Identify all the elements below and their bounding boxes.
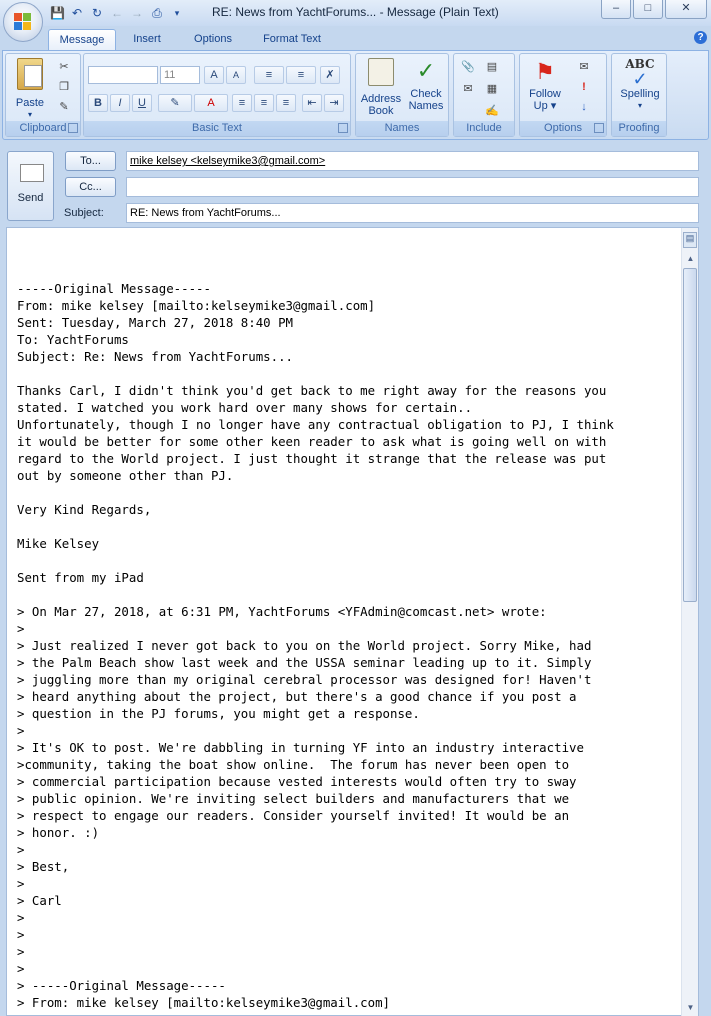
include-group: [453, 53, 515, 137]
title-bar: [0, 0, 711, 26]
clipboard-group: [5, 53, 81, 137]
scroll-thumb[interactable]: [683, 268, 697, 602]
proofing-group-label: Proofing: [612, 121, 666, 136]
paste-icon: [17, 58, 43, 90]
underline-button[interactable]: U: [132, 94, 152, 112]
grow-font-button[interactable]: A: [204, 66, 224, 84]
names-group: [355, 53, 449, 137]
cut-icon[interactable]: ✂: [59, 61, 69, 73]
scroll-down-arrow-icon[interactable]: ▼: [686, 1003, 695, 1012]
bold-button[interactable]: B: [88, 94, 108, 112]
signature-icon[interactable]: ✍: [485, 105, 499, 117]
flag-icon: ⚑: [535, 59, 555, 84]
spelling-icon: ABC: [625, 57, 655, 71]
check-names-icon: ✓: [416, 58, 436, 83]
message-body[interactable]: [6, 227, 699, 1016]
clipboard-launcher-icon[interactable]: [68, 123, 78, 133]
attach-item-icon[interactable]: ✉: [463, 83, 473, 95]
print-icon[interactable]: ⎙: [152, 6, 162, 20]
tab-options[interactable]: Options: [194, 33, 232, 45]
send-label: Send: [17, 192, 44, 204]
maximize-button[interactable]: □: [633, 0, 663, 19]
cc-button[interactable]: Cc...: [65, 177, 116, 197]
help-icon[interactable]: ?: [694, 31, 707, 44]
attach-file-icon[interactable]: 📎: [461, 61, 475, 73]
spelling-button[interactable]: ABC ✓ Spelling ▾: [614, 58, 666, 112]
customize-qat-icon[interactable]: ▾: [174, 8, 180, 18]
options-group: [519, 53, 607, 137]
italic-button[interactable]: I: [110, 94, 130, 112]
address-book-icon: [368, 58, 394, 86]
send-button[interactable]: [7, 151, 54, 221]
low-importance-icon[interactable]: ↓: [581, 101, 587, 113]
align-right-button[interactable]: ≡: [276, 94, 296, 112]
options-launcher-icon[interactable]: [594, 123, 604, 133]
address-book-button[interactable]: Address Book: [358, 58, 404, 117]
increase-indent-button[interactable]: ⇥: [324, 94, 344, 112]
high-importance-icon[interactable]: !: [582, 81, 586, 93]
to-button[interactable]: To...: [65, 151, 116, 171]
names-group-label: Names: [356, 121, 448, 136]
window-title: RE: News from YachtForums... - Message (Plain Text): [212, 5, 499, 19]
include-group-label: Include: [454, 121, 514, 136]
highlight-button[interactable]: ✎: [158, 94, 192, 112]
clipboard-group-label: Clipboard: [6, 121, 80, 136]
body-scrollbar[interactable]: [681, 228, 698, 1016]
check-names-button[interactable]: ✓ Check Names: [408, 58, 444, 112]
basic-text-group: [83, 53, 351, 137]
minimize-button[interactable]: –: [601, 0, 631, 19]
tab-format-text[interactable]: Format Text: [263, 33, 321, 45]
shrink-font-button[interactable]: A: [226, 66, 246, 84]
business-card-icon[interactable]: ▤: [486, 61, 498, 73]
paste-button[interactable]: Paste ▾: [10, 58, 50, 121]
decrease-indent-button[interactable]: ⇤: [302, 94, 322, 112]
quick-access-toolbar: [50, 4, 184, 22]
message-body-text[interactable]: -----Original Message----- From: mike kelsey [mailto:kelseymike3@gmail.com] Sent: Tuesday, March 27, 2018 8:40 PM To: YachtForums Subject: Re: News from YachtForums... Thanks Carl, I didn't think you'd get back to me right away for the reasons you stated. I watched you work hard over many shows for certain.. Unfortunately, though I no longer have any contractual obligation to PJ, I think it would be better for some other keen reader to ask what is going well on with regard to the World project. I just thought it strange that the release was put out by someone other than PJ. Very Kind Regards, Mike Kelsey Sent from my iPad > On Mar 27, 2018, at 6:31 PM, YachtForums <YFAdmin@comcast.net> wrote: > > Just realized I never got back to you on the World project. Sorry Mike, had > the Palm Beach show last week and the USSA seminar leading up to it. Simply > juggling more than my original cerebral processor was designed for! Haven't > heard anything about the project, but there's a good chance if you post a > question in the PJ forums, you might get a response. > > It's OK to post. We're dabbling in turning YF into an industry interactive >community, taking the boat show online. The forum has never been open to > commercial participation because vested interests would often try to sway > public opinion. We're inviting select builders and manufacturers that we > respect to engage our readers. Consider yourself invited! It would be an > honor. :) > > Best, > > Carl > > > > > -----Original Message----- > From: mike kelsey [mailto:kelseymike3@gmail.com]: [17, 281, 614, 1010]
send-envelope-icon: [20, 164, 44, 182]
tab-message[interactable]: Message: [48, 29, 116, 51]
ribbon-tabs: [0, 26, 711, 50]
cc-field[interactable]: [126, 177, 699, 197]
tab-insert[interactable]: Insert: [133, 33, 161, 45]
follow-up-button[interactable]: ⚑ Follow Up ▾: [529, 59, 561, 112]
spelling-check-icon: ✓: [632, 69, 648, 89]
options-group-label: Options: [520, 121, 606, 136]
previous-item-icon[interactable]: ←: [111, 6, 123, 20]
format-painter-icon[interactable]: ✎: [59, 101, 69, 113]
subject-label: Subject:: [64, 207, 104, 219]
redo-icon[interactable]: ↻: [91, 6, 103, 20]
numbering-button[interactable]: ≡: [286, 66, 316, 84]
office-button[interactable]: [3, 2, 43, 42]
scroll-up-arrow-icon[interactable]: ▲: [686, 254, 695, 263]
font-color-button[interactable]: A: [194, 94, 228, 112]
subject-field[interactable]: RE: News from YachtForums...: [126, 203, 699, 223]
calendar-icon[interactable]: ▦: [486, 83, 498, 95]
basic-text-launcher-icon[interactable]: [338, 123, 348, 133]
close-button[interactable]: ✕: [665, 0, 707, 19]
save-icon[interactable]: 💾: [50, 6, 65, 20]
proofing-group: [611, 53, 667, 137]
bullets-button[interactable]: ≡: [254, 66, 284, 84]
to-field[interactable]: mike kelsey <kelseymike3@gmail.com>: [126, 151, 699, 171]
align-left-button[interactable]: ≡: [232, 94, 252, 112]
undo-icon[interactable]: ↶: [71, 6, 83, 20]
copy-icon[interactable]: ❐: [59, 81, 69, 93]
scroll-top-icon[interactable]: ▤: [683, 232, 697, 248]
clear-formatting-button[interactable]: ✗: [320, 66, 340, 84]
font-name-combo[interactable]: [88, 66, 158, 84]
office-logo-icon: [14, 13, 32, 31]
basic-text-group-label: Basic Text: [84, 121, 350, 136]
font-size-combo[interactable]: 11: [160, 66, 200, 84]
permission-icon[interactable]: ✉: [579, 61, 589, 73]
ribbon: [2, 50, 709, 140]
align-center-button[interactable]: ≡: [254, 94, 274, 112]
next-item-icon[interactable]: →: [131, 6, 143, 20]
